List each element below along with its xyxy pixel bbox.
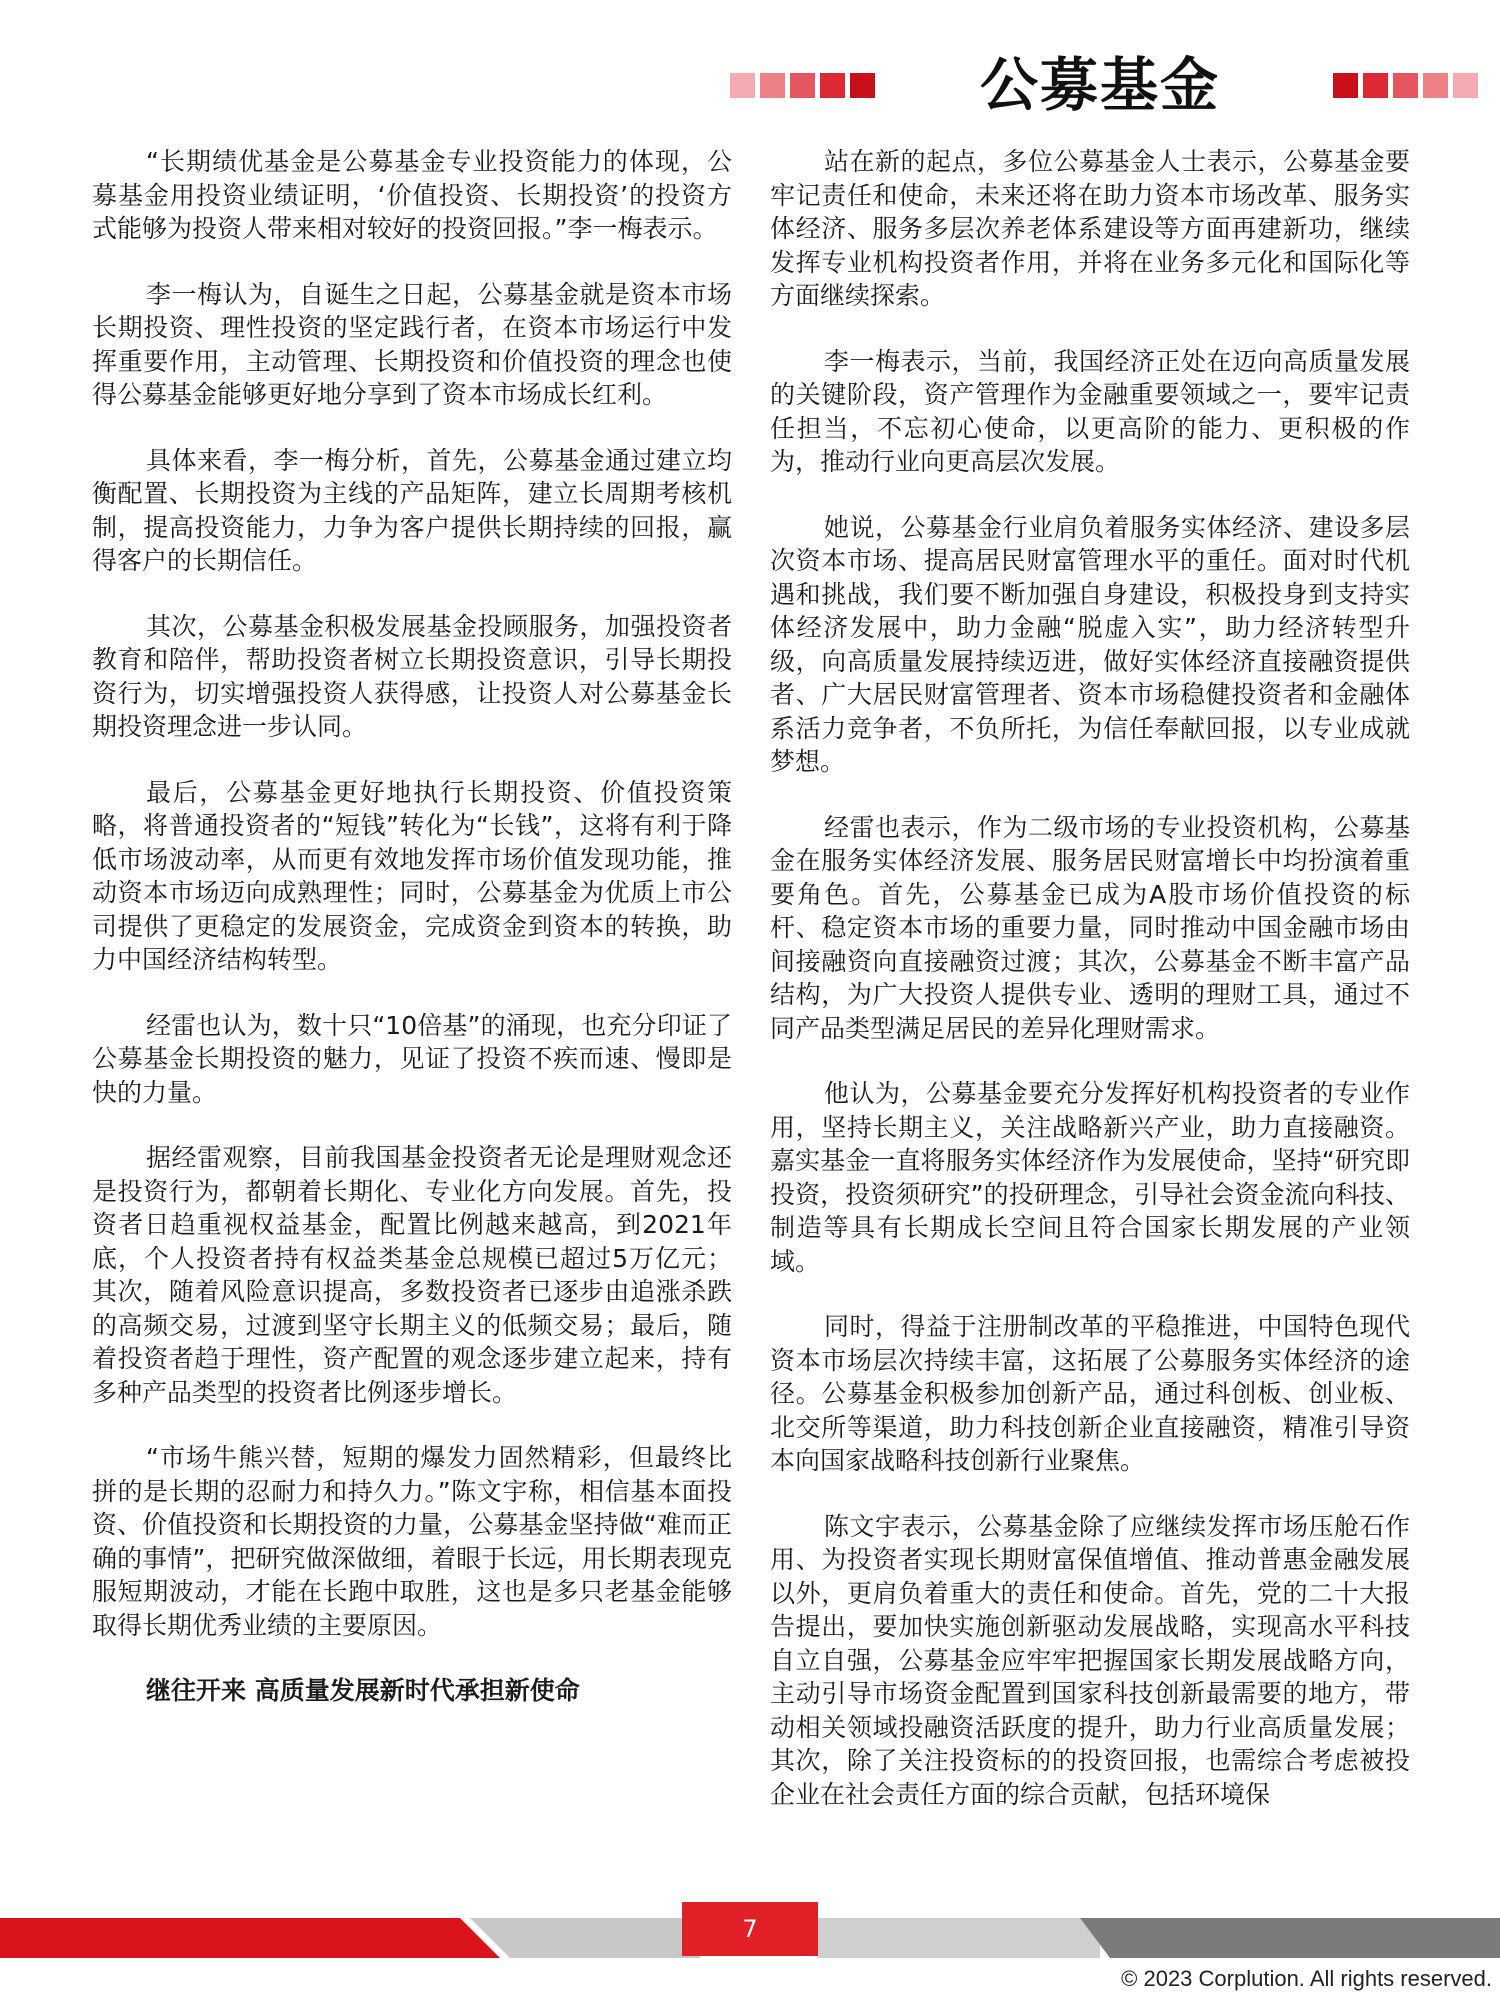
- section-title: 公募基金: [980, 51, 1221, 119]
- footer-red-stripe: [0, 1918, 500, 1958]
- copyright-notice: © 2023 Corplution. All rights reserved.: [1121, 1966, 1492, 1991]
- footer-light-stripe: [818, 1918, 1100, 1958]
- footer-dark-stripe: [1080, 1918, 1500, 1958]
- right-column: [770, 145, 1410, 1843]
- page-number: 7: [682, 1902, 818, 1956]
- decor-square: [790, 73, 815, 98]
- paragraph: “长期绩优基金是公募基金专业投资能力的体现，公募基金用投资业绩证明，‘价值投资、长期投资’的投资方式能够为投资人带来相对较好的投资回报。”李一梅表示。: [92, 147, 732, 243]
- left-column: [92, 145, 732, 1708]
- decor-square: [1453, 73, 1478, 98]
- paragraph: 经雷也表示，作为二级市场的专业投资机构，公募基金在服务实体经济发展、服务居民财富增长中均扮演着重要角色。首先，公募基金已成为A股市场价值投资的标杆、稳定资本市场的重要力量，同时推动中国金融市场由间接融资向直接融资过渡；其次，公募基金不断丰富产品结构，为广大投资人提供专业、透明的理财工具，通过不同产品类型满足居民的差异化理财需求。: [770, 812, 1410, 1043]
- decor-square: [1333, 73, 1358, 98]
- decor-square: [1423, 73, 1448, 98]
- header-decoration-left: [730, 73, 875, 98]
- section-subheading: 继往开来 高质量发展新时代承担新使命: [146, 1676, 580, 1705]
- paragraph: 同时，得益于注册制改革的平稳推进，中国特色现代资本市场层次持续丰富，这拓展了公募服务实体经济的途径。公募基金积极参加创新产品，通过科创板、创业板、北交所等渠道，助力科技创新企业直接融资，精准引导资本向国家战略科技创新行业聚焦。: [770, 1312, 1410, 1475]
- paragraph: 陈文宇表示，公募基金除了应继续发挥市场压舱石作用、为投资者实现长期财富保值增值、推动普惠金融发展以外，更肩负着重大的责任和使命。首先，党的二十大报告提出，要加快实施创新驱动发展战略，实现高水平科技自立自强，公募基金应牢牢把握国家长期发展战略方向，主动引导市场资金配置到国家科技创新最需要的地方，带动相关领域投融资活跃度的提升，助力行业高质量发展；其次，除了关注投资标的的投资回报，也需综合考虑被投企业在社会责任方面的综合贡献，包括环境保: [770, 1511, 1410, 1809]
- paragraph: 她说，公募基金行业肩负着服务实体经济、建设多层次资本市场、提高居民财富管理水平的重任。面对时代机遇和挑战，我们要不断加强自身建设，积极投身到支持实体经济发展中，助力金融“脱虚入实”，助力经济转型升级，向高质量发展持续迈进，做好实体经济直接融资提供者、广大居民财富管理者、资本市场稳健投资者和金融体系活力竞争者，不负所托，为信任奉献回报，以专业成就梦想。: [770, 512, 1410, 776]
- header-decoration-right: [1333, 73, 1478, 98]
- paragraph: 据经雷观察，目前我国基金投资者无论是理财观念还是投资行为，都朝着长期化、专业化方向发展。首先，投资者日趋重视权益基金，配置比例越来越高，到2021年底，个人投资者持有权益类基金总规模已超过5万亿元；其次，随着风险意识提高，多数投资者已逐步由追涨杀跌的高频交易，过渡到坚守长期主义的低频交易；最后，随着投资者趋于理性，资产配置的观念逐步建立起来，持有多种产品类型的投资者比例逐步增长。: [92, 1143, 732, 1407]
- decor-square: [1363, 73, 1388, 98]
- paragraph: 李一梅表示，当前，我国经济正处在迈向高质量发展的关键阶段，资产管理作为金融重要领域之一，要牢记责任担当，不忘初心使命，以更高阶的能力、更积极的作为，推动行业向更高层次发展。: [770, 346, 1410, 476]
- decor-square: [730, 73, 755, 98]
- footer-gray-stripe: [470, 1918, 700, 1958]
- paragraph: 站在新的起点，多位公募基金人士表示，公募基金要牢记责任和使命，未来还将在助力资本市场改革、服务实体经济、服务多层次养老体系建设等方面再建新功，继续发挥专业机构投资者作用，并将在业务多元化和国际化等方面继续探索。: [770, 147, 1410, 310]
- paragraph: 他认为，公募基金要充分发挥好机构投资者的专业作用，坚持长期主义，关注战略新兴产业，助力直接融资。嘉实基金一直将服务实体经济作为发展使命，坚持“研究即投资，投资须研究”的投研理念，引导社会资金流向科技、制造等具有长期成长空间且符合国家长期发展的产业领域。: [770, 1079, 1410, 1276]
- paragraph: 具体来看，李一梅分析，首先，公募基金通过建立均衡配置、长期投资为主线的产品矩阵，建立长周期考核机制，提高投资能力，力争为客户提供长期持续的回报，赢得客户的长期信任。: [92, 445, 732, 575]
- paragraph: 经雷也认为，数十只“10倍基”的涌现，也充分印证了公募基金长期投资的魅力，见证了投资不疾而速、慢即是快的力量。: [92, 1010, 732, 1107]
- decor-square: [1393, 73, 1418, 98]
- paragraph: 其次，公募基金积极发展基金投顾服务，加强投资者教育和陪伴，帮助投资者树立长期投资意识，引导长期投资行为，切实增强投资人获得感，让投资人对公募基金长期投资理念进一步认同。: [92, 611, 732, 741]
- paragraph: “市场牛熊兴替，短期的爆发力固然精彩，但最终比拼的是长期的忍耐力和持久力。”陈文宇称，相信基本面投资、价值投资和长期投资的力量，公募基金坚持做“难而正确的事情”，把研究做深做细，着眼于长远，用长期表现克服短期波动，才能在长跑中取胜，这也是多只老基金能够取得长期优秀业绩的主要原因。: [92, 1443, 732, 1640]
- paragraph: 最后，公募基金更好地执行长期投资、价值投资策略，将普通投资者的“短钱”转化为“长钱”，这将有利于降低市场波动率，从而更有效地发挥市场价值发现功能，推动资本市场迈向成熟理性；同时，公募基金为优质上市公司提供了更稳定的发展资金，完成资金到资本的转换，助力中国经济结构转型。: [92, 777, 732, 974]
- decor-square: [850, 73, 875, 98]
- paragraph: 李一梅认为，自诞生之日起，公募基金就是资本市场长期投资、理性投资的坚定践行者，在资本市场运行中发挥重要作用，主动管理、长期投资和价值投资的理念也使得公募基金能够更好地分享到了资本市场成长红利。: [92, 279, 732, 409]
- decor-square: [820, 73, 845, 98]
- decor-square: [760, 73, 785, 98]
